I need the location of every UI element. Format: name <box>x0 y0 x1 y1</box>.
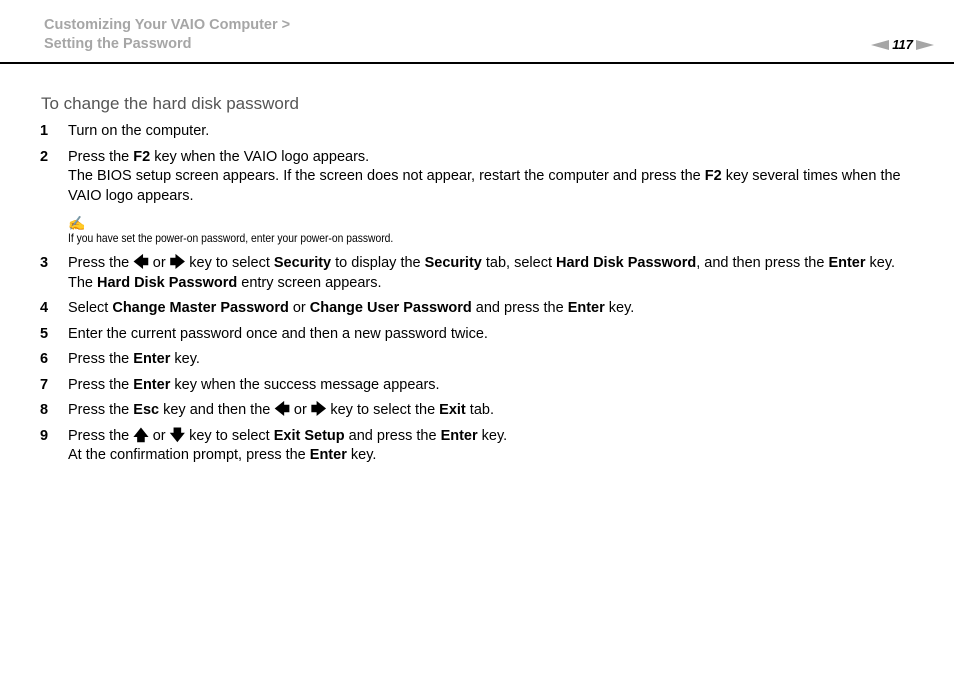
step-4 <box>40 299 920 319</box>
step-text: Press the Enter key. <box>68 351 200 367</box>
header-divider <box>0 62 954 64</box>
breadcrumb <box>44 16 290 54</box>
step-text: Select Change Master Password or Change User Password and press the Enter key. <box>68 300 635 316</box>
note-block <box>68 216 920 246</box>
next-page-icon[interactable] <box>916 40 934 50</box>
page-navigation <box>871 37 934 52</box>
step-2 <box>40 148 920 207</box>
step-text: Press the 🡄 or 🡆 key to select Security to display the Security tab, select Hard Disk Password, and then press the Enter key. The Hard Disk Password entry screen appears. <box>68 254 896 291</box>
arrow-up-icon: 🡅 <box>133 426 149 444</box>
step-text: Turn on the computer. <box>68 123 210 139</box>
arrow-down-icon: 🡇 <box>169 426 186 444</box>
step-text: Press the F2 key when the VAIO logo appears. The BIOS setup screen appears. If the screen does not appear, restart the computer and press the F2 key several times when the VAIO logo appears. <box>68 148 901 204</box>
step-text: Press the Enter key when the success message appears. <box>68 376 440 393</box>
arrow-right-icon: 🡆 <box>310 401 327 418</box>
step-number: 1 <box>40 123 49 139</box>
note-text: If you have set the power-on password, enter your power-on password. <box>68 231 394 245</box>
step-1 <box>40 122 920 142</box>
step-number: 5 <box>40 325 49 342</box>
step-6 <box>40 350 920 370</box>
step-7 <box>40 376 920 396</box>
breadcrumb-chapter[interactable]: Customizing Your VAIO Computer > <box>44 17 291 33</box>
step-5 <box>40 325 920 345</box>
step-9 <box>40 427 920 466</box>
step-text: Press the Esc key and then the 🡄 or 🡆 key to select the Exit tab. <box>68 401 494 418</box>
breadcrumb-section[interactable]: Setting the Password <box>44 36 192 52</box>
page-header <box>0 0 954 64</box>
step-text: Press the 🡅 or 🡇 key to select Exit Setup and press the Enter key. At the confirmation prompt, press the Enter key. <box>68 426 508 463</box>
previous-page-icon[interactable] <box>871 40 889 50</box>
step-number: 8 <box>40 402 49 418</box>
step-number: 2 <box>40 148 49 165</box>
step-number: 4 <box>40 300 49 316</box>
note-pencil-icon: ✍ <box>68 215 86 231</box>
arrow-left-icon: 🡄 <box>274 401 290 418</box>
arrow-right-icon: 🡆 <box>169 254 186 271</box>
step-3 <box>40 254 920 293</box>
step-text: Enter the current password once and then a new password twice. <box>68 325 488 342</box>
step-number: 3 <box>40 255 49 271</box>
step-number: 6 <box>40 351 49 367</box>
page-number: 117 <box>892 37 913 52</box>
section-title: To change the hard disk password <box>41 94 299 113</box>
step-8 <box>40 401 920 421</box>
step-number: 9 <box>40 427 49 444</box>
step-number: 7 <box>40 376 49 393</box>
steps-list <box>40 122 920 472</box>
arrow-left-icon: 🡄 <box>133 254 149 271</box>
